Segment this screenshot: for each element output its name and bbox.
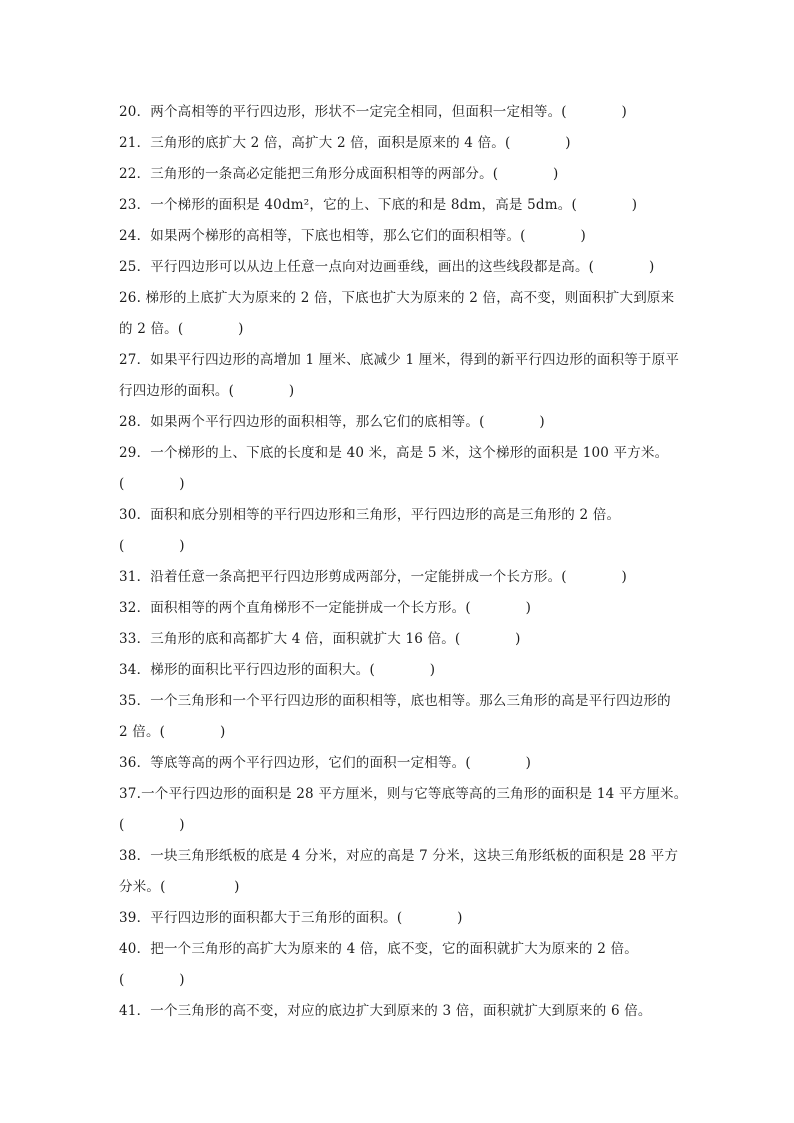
question-line: 40．把一个三角形的高扩大为原来的 4 倍，底不变，它的面积就扩大为原来的 2 倍。 [119,941,638,957]
question-line: 36．等底等高的两个平行四边形，它们的面积一定相等。( ) [119,755,532,771]
question-line: 29．一个梯形的上、下底的长度和是 40 米，高是 5 米，这个梯形的面积是 100 平方米。 [119,445,669,461]
question-continuation-line: ( ) [119,476,185,492]
question-line: 22．三角形的一条高必定能把三角形分成面积相等的两部分。( ) [119,166,559,182]
question-line: 25．平行四边形可以从边上任意一点向对边画垂线，画出的这些线段都是高。( ) [119,259,655,275]
question-line: 27．如果平行四边形的高增加 1 厘米、底减少 1 厘米，得到的新平行四边形的面积等于原平 [119,352,680,368]
question-line: 32．面积相等的两个直角梯形不一定能拼成一个长方形。( ) [119,600,532,616]
question-line: 31．沿着任意一条高把平行四边形剪成两部分，一定能拼成一个长方形。( ) [119,569,628,585]
question-line: 23．一个梯形的面积是 40dm²，它的上、下底的和是 8dm，高是 5dm。( ) [119,197,638,213]
question-line: 39．平行四边形的面积都大于三角形的面积。( ) [119,910,463,926]
question-line: 41．一个三角形的高不变，对应的底边扩大到原来的 3 倍，面积就扩大到原来的 6 倍。 [119,1003,652,1019]
question-continuation-line: 分米。( ) [119,879,240,895]
question-continuation-line: 行四边形的面积。( ) [119,383,295,399]
question-continuation-line: 2 倍。( ) [119,724,226,740]
question-list [119,101,688,1031]
question-line: 34．梯形的面积比平行四边形的面积大。( ) [119,662,436,678]
question-line: 24．如果两个梯形的高相等，下底也相等，那么它们的面积相等。( ) [119,228,586,244]
question-line: 38．一块三角形纸板的底是 4 分米，对应的高是 7 分米，这块三角形纸板的面积是 28 平方 [119,848,679,864]
question-line: 20．两个高相等的平行四边形，形状不一定完全相同，但面积一定相等。( ) [119,104,628,120]
question-continuation-line: ( ) [119,817,185,833]
question-continuation-line: ( ) [119,972,185,988]
question-line: 21．三角形的底扩大 2 倍，高扩大 2 倍，面积是原来的 4 倍。( ) [119,135,571,151]
question-continuation-line: 的 2 倍。( ) [119,321,244,337]
question-line: 33．三角形的底和高都扩大 4 倍，面积就扩大 16 倍。( ) [119,631,521,647]
question-line: 30．面积和底分别相等的平行四边形和三角形，平行四边形的高是三角形的 2 倍。 [119,507,621,523]
question-continuation-line: ( ) [119,538,185,554]
question-line: 28．如果两个平行四边形的面积相等，那么它们的底相等。( ) [119,414,545,430]
question-line: 26. 梯形的上底扩大为原来的 2 倍，下底也扩大为原来的 2 倍，高不变，则面积扩大到原来 [119,290,675,306]
question-line: 35．一个三角形和一个平行四边形的面积相等，底也相等。那么三角形的高是平行四边形的 [119,693,671,709]
question-line: 37.一个平行四边形的面积是 28 平方厘米，则与它等底等高的三角形的面积是 14 平方厘米。 [119,786,688,802]
